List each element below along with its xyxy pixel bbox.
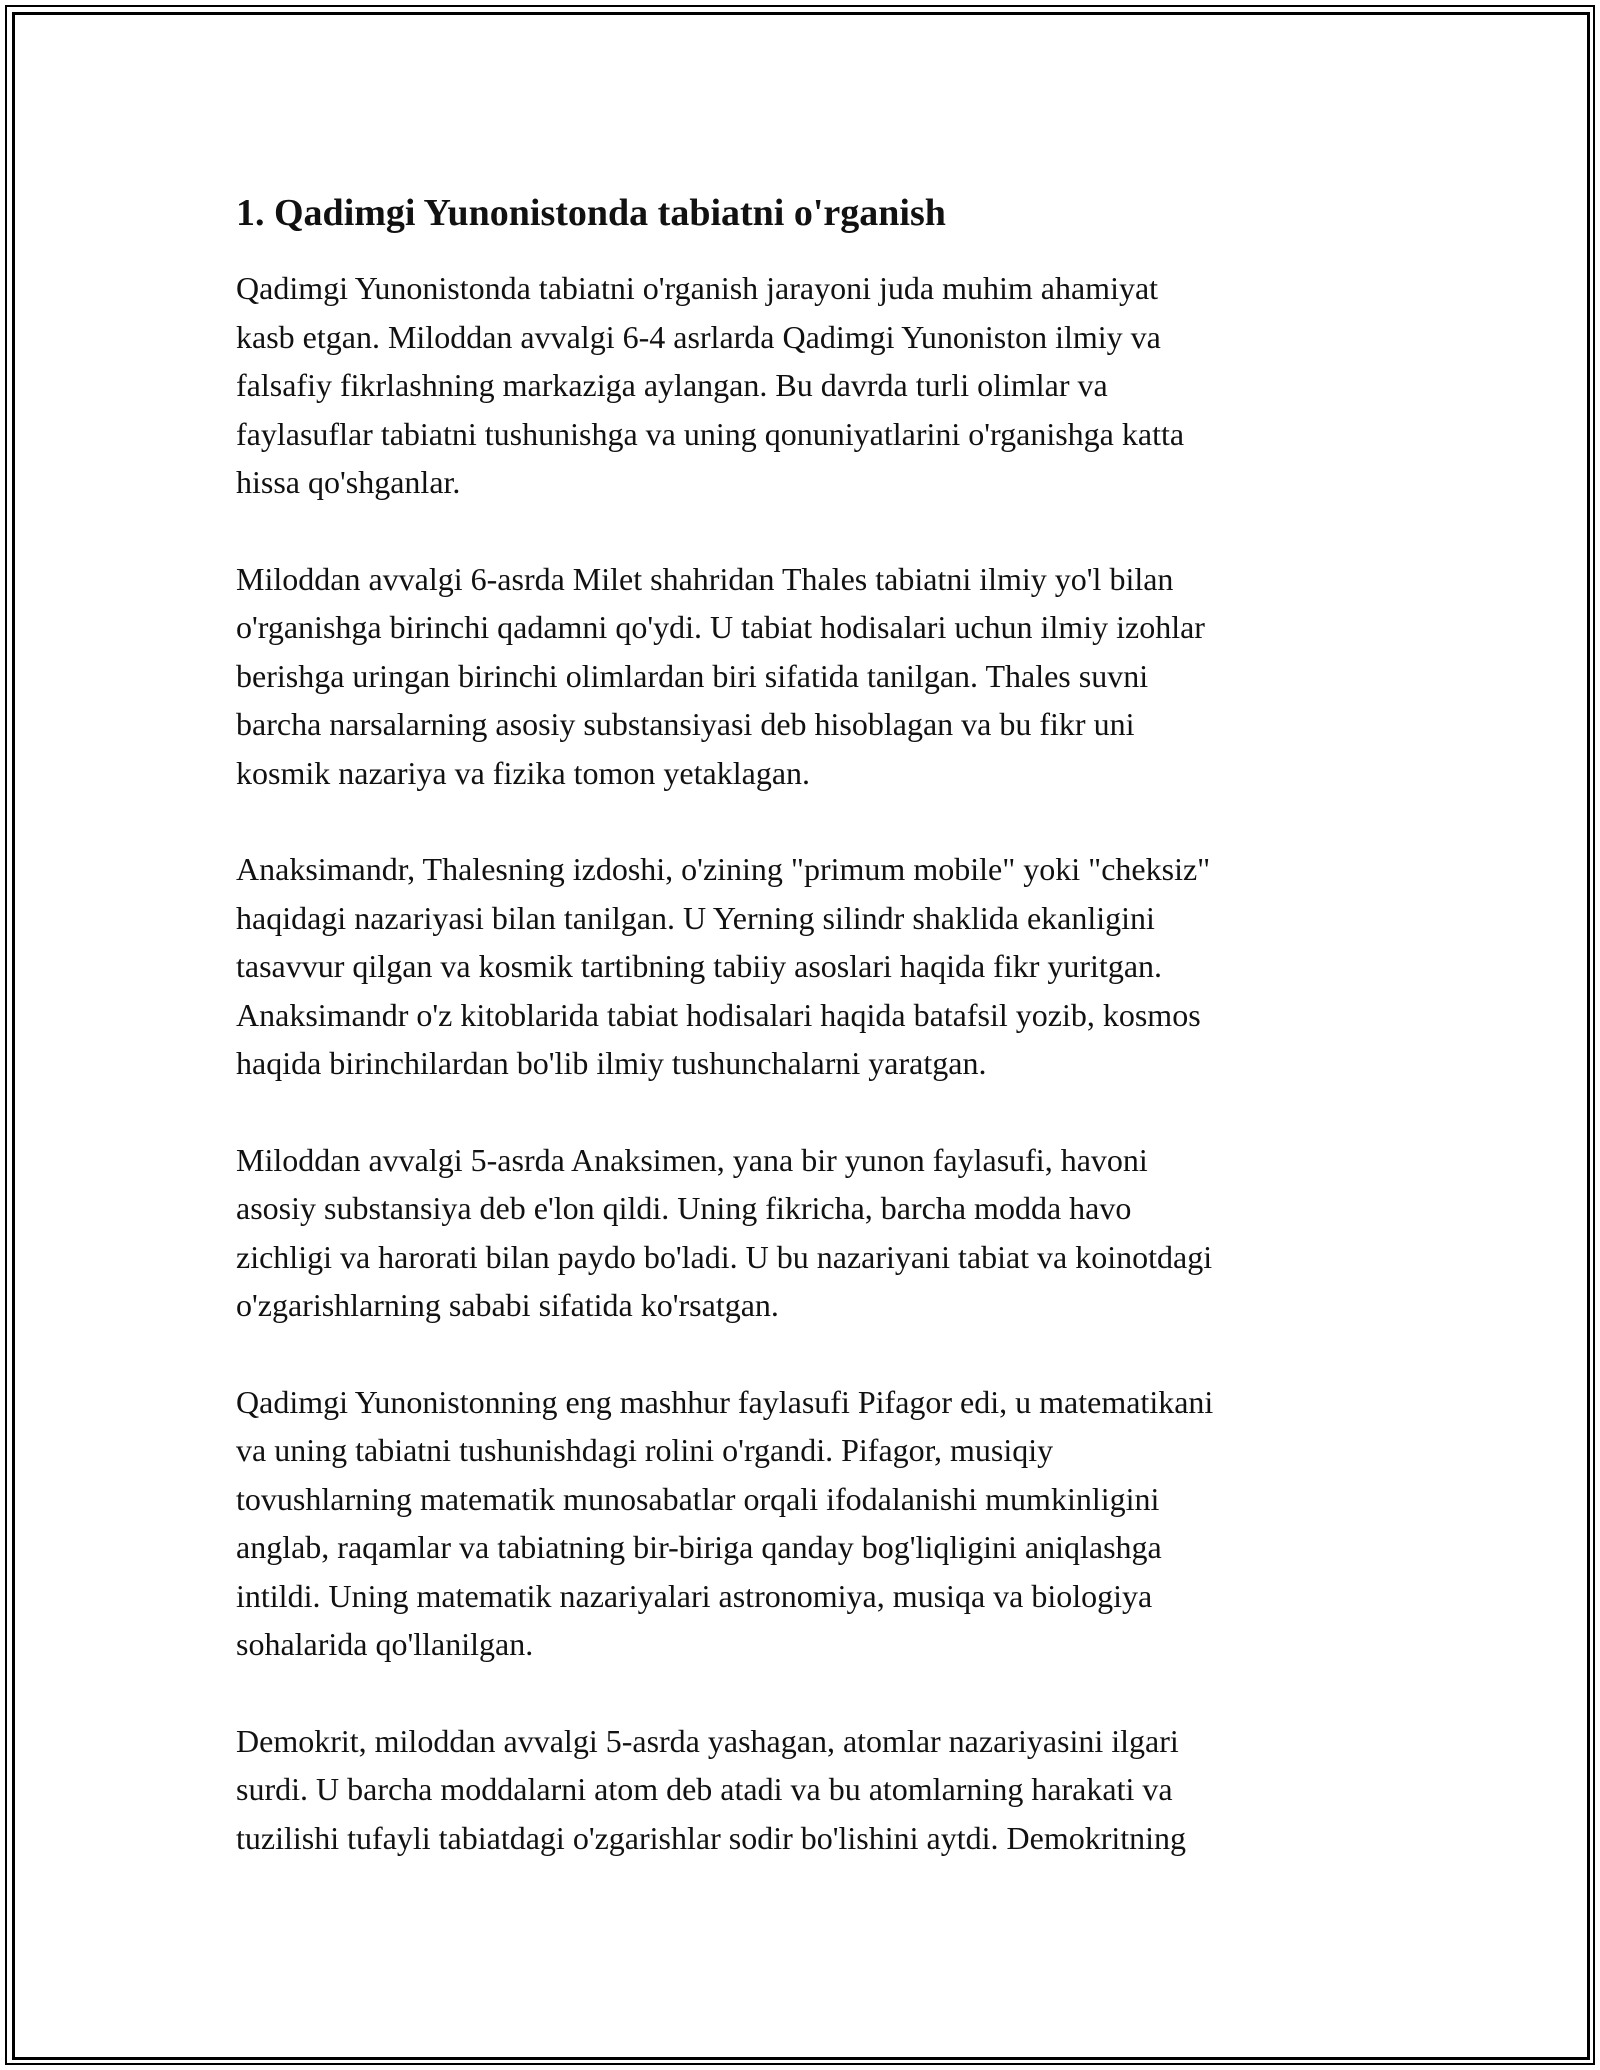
text-line: zichligi va harorati bilan paydo bo'ladi. U bu nazariyani tabiat va koinotdagi bbox=[236, 1238, 1213, 1275]
text-line: haqida birinchilardan bo'lib ilmiy tushunchalarni yaratgan. bbox=[236, 1045, 987, 1081]
paragraph-democritus bbox=[236, 1717, 1366, 1863]
text-line: Qadimgi Yunonistonning eng mashhur faylasufi Pifagor edi, u matematikani bbox=[236, 1383, 1214, 1420]
text-line: faylasuflar tabiatni tushunishga va uning qonuniyatlarini o'rganishga katta bbox=[236, 415, 1185, 452]
text-line: anglab, raqamlar va tabiatning bir-biriga qanday bog'liqligini aniqlashga bbox=[236, 1529, 1162, 1565]
text-line: kosmik nazariya va fizika tomon yetaklagan. bbox=[236, 754, 811, 791]
paragraph-pythagoras bbox=[236, 1378, 1366, 1669]
text-line: tuzilishi tufayli tabiatdagi o'zgarishlar sodir bo'lishini aytdi. Demokritning bbox=[236, 1819, 1187, 1856]
text-line: hissa qo'shganlar. bbox=[236, 464, 461, 500]
text-line: berishga uringan birinchi olimlardan biri sifatida tanilgan. Thales suvni bbox=[236, 657, 1149, 694]
text-line: tasavvur qilgan va kosmik tartibning tabiiy asoslari haqida fikr yuritgan. bbox=[236, 948, 1163, 984]
paragraph-anaximander bbox=[236, 845, 1366, 1088]
text-line: Anaksimandr, Thalesning izdoshi, o'zining "primum mobile" yoki "cheksiz" bbox=[236, 851, 1211, 887]
page-title: 1. Qadimgi Yunonistonda tabiatni o'rganish bbox=[236, 192, 946, 234]
text-line: o'rganishga birinchi qadamni qo'ydi. U tabiat hodisalari uchun ilmiy izohlar bbox=[236, 609, 1205, 645]
text-line: haqidagi nazariyasi bilan tanilgan. U Yerning silindr shaklida ekanligini bbox=[236, 899, 1155, 936]
text-line: tovushlarning matematik munosabatlar orqali ifodalanishi mumkinligini bbox=[236, 1480, 1160, 1517]
paragraph-anaximenes bbox=[236, 1136, 1366, 1330]
text-line: falsafiy fikrlashning markaziga aylangan. Bu davrda turli olimlar va bbox=[236, 367, 1108, 403]
text-line: Demokrit, miloddan avvalgi 5-asrda yashagan, atomlar nazariyasini ilgari bbox=[236, 1722, 1179, 1759]
text-line: intildi. Uning matematik nazariyalari astronomiya, musiqa va biologiya bbox=[236, 1577, 1153, 1614]
document-body bbox=[236, 188, 1366, 1910]
text-line: barcha narsalarning asosiy substansiyasi deb hisoblagan va bu fikr uni bbox=[236, 706, 1135, 742]
paragraph-thales bbox=[236, 555, 1366, 798]
text-line: kasb etgan. Miloddan avvalgi 6-4 asrlarda Qadimgi Yunoniston ilmiy va bbox=[236, 318, 1161, 355]
text-line: va uning tabiatni tushunishdagi rolini o'rgandi. Pifagor, musiqiy bbox=[236, 1432, 1054, 1468]
text-line: o'zgarishlarning sababi sifatida ko'rsatgan. bbox=[236, 1287, 779, 1323]
text-line: sohalarida qo'llanilgan. bbox=[236, 1626, 534, 1662]
text-line: surdi. U barcha moddalarni atom deb atadi va bu atomlarning harakati va bbox=[236, 1771, 1173, 1807]
paragraph-intro bbox=[236, 264, 1366, 507]
text-line: Anaksimandr o'z kitoblarida tabiat hodisalari haqida batafsil yozib, kosmos bbox=[236, 996, 1201, 1033]
text-line: Qadimgi Yunonistonda tabiatni o'rganish jarayoni juda muhim ahamiyat bbox=[236, 270, 1159, 306]
text-line: asosiy substansiya deb e'lon qildi. Uning fikricha, barcha modda havo bbox=[236, 1190, 1132, 1226]
text-line: Miloddan avvalgi 6-asrda Milet shahridan Thales tabiatni ilmiy yo'l bilan bbox=[236, 560, 1174, 597]
text-line: Miloddan avvalgi 5-asrda Anaksimen, yana bir yunon faylasufi, havoni bbox=[236, 1141, 1148, 1178]
